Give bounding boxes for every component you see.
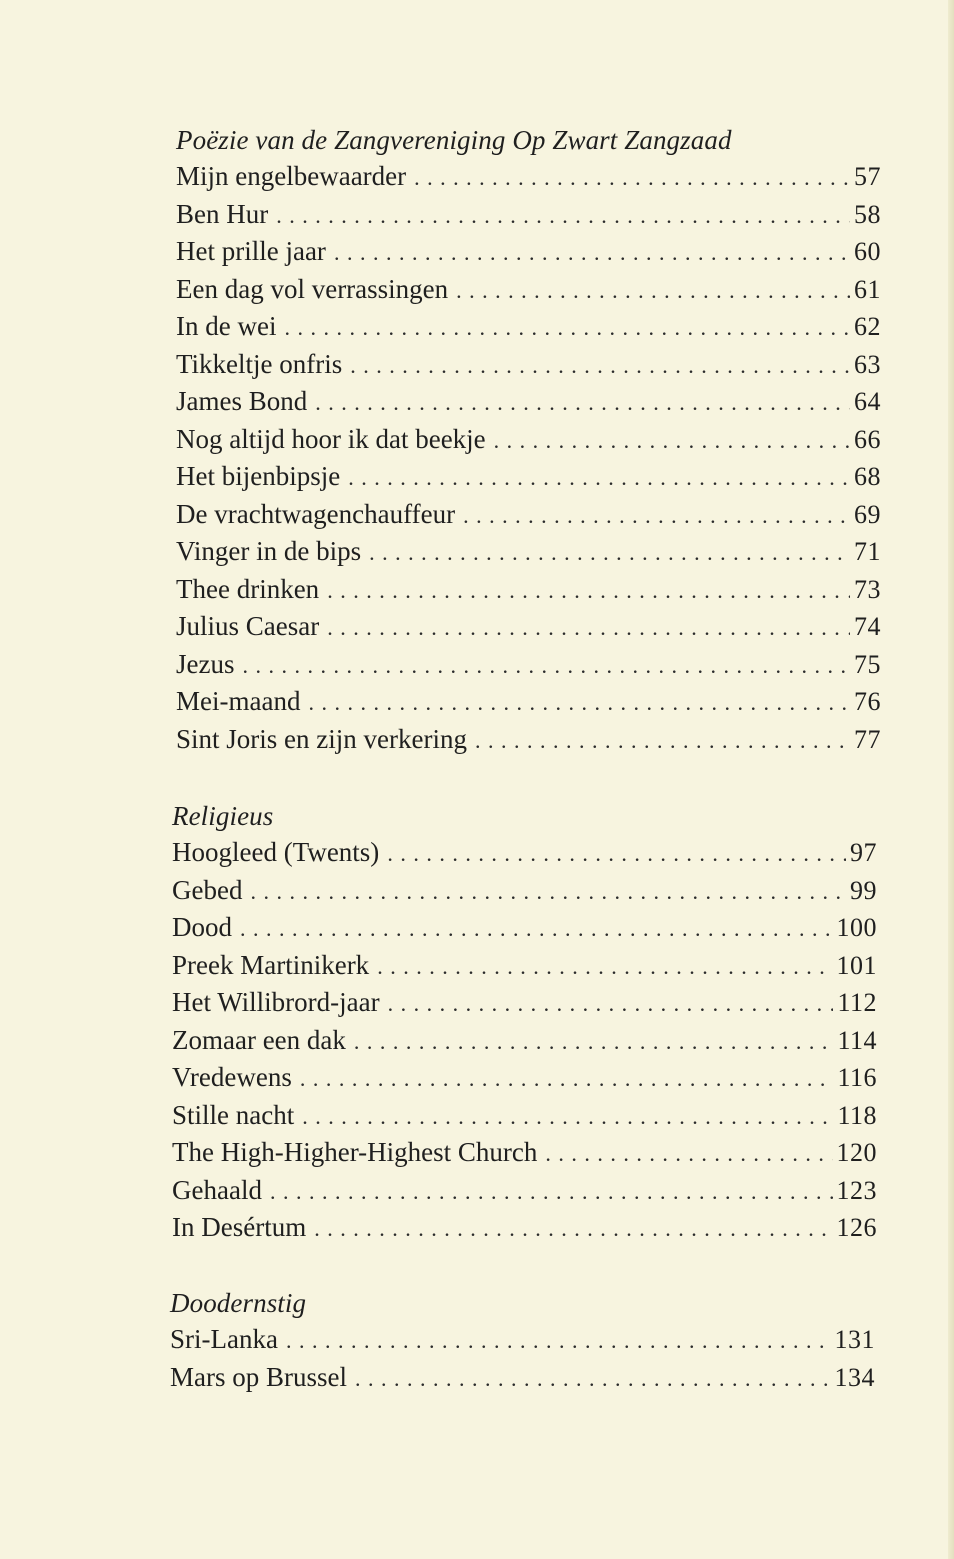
entry-page: 64 [854, 387, 881, 416]
entry-title: Julius Caesar [176, 611, 320, 641]
dot-leader [315, 384, 850, 422]
dot-leader [414, 159, 850, 197]
dot-leader [387, 835, 846, 873]
entry-title: Thee drinken [176, 573, 320, 604]
entry-page: 57 [854, 162, 881, 191]
toc-entry [170, 1321, 875, 1359]
entry-page: 68 [854, 462, 881, 491]
entry-title: Vinger in de bips [176, 536, 362, 566]
entry-page: 114 [837, 1025, 877, 1055]
toc-entry [172, 984, 877, 1022]
toc-entry [176, 533, 881, 571]
dot-leader [327, 609, 850, 647]
toc-entry [176, 271, 881, 309]
entry-page: 75 [854, 649, 881, 679]
dot-leader [308, 684, 850, 722]
entry-title: In de wei [176, 311, 277, 341]
entry-page: 63 [854, 349, 881, 379]
dot-leader [377, 948, 832, 986]
entry-title: Mars op Brussel [170, 1361, 347, 1392]
entry-page: 60 [854, 237, 881, 266]
dot-leader [369, 534, 850, 572]
dot-leader [240, 910, 833, 948]
entry-page: 120 [836, 1138, 877, 1167]
dot-leader [327, 572, 850, 610]
entry-page: 123 [836, 1175, 877, 1205]
entry-page: 116 [837, 1063, 877, 1092]
toc-list [176, 158, 881, 758]
section-heading: Poëzie van de Zangvereniging Op Zwart Zangzaad [176, 125, 732, 155]
entry-page: 112 [837, 988, 877, 1017]
entry-page: 100 [836, 913, 877, 942]
entry-page: 73 [854, 574, 881, 604]
entry-title: De vrachtwagenchauffeur [176, 498, 456, 529]
entry-title: Mijn engelbewaarder [176, 161, 407, 191]
entry-title: Een dag vol verrassingen [176, 273, 449, 304]
entry-title: Het bijenbipsje [176, 461, 341, 491]
dot-leader [494, 422, 850, 460]
dot-leader [284, 309, 850, 347]
dot-leader [300, 1060, 834, 1098]
dot-leader [250, 873, 846, 911]
entry-title: Sint Joris en zijn verkering [176, 723, 467, 754]
entry-title: Preek Martinikerk [172, 949, 370, 980]
dot-leader [348, 459, 850, 497]
dot-leader [242, 647, 850, 685]
toc-entry [176, 196, 881, 234]
toc-entry [176, 496, 881, 534]
toc-entry [172, 1059, 877, 1097]
toc-entry [172, 947, 877, 985]
entry-title: Zomaar een dak [172, 1024, 346, 1055]
toc-entry [172, 909, 877, 947]
dot-leader [475, 722, 850, 760]
entry-title: Sri-Lanka [170, 1324, 278, 1354]
entry-title: Jezus [176, 648, 235, 679]
entry-page: 134 [834, 1362, 875, 1392]
toc-entry [176, 346, 881, 384]
dot-leader [354, 1023, 834, 1061]
entry-title: In Desértum [172, 1212, 307, 1242]
toc-section-religieus [172, 798, 877, 1247]
entry-title: Vredewens [172, 1062, 292, 1092]
toc-section-poezie [176, 122, 881, 758]
entry-page: 74 [854, 612, 881, 641]
entry-title: The High-Higher-Highest Church [172, 1137, 538, 1167]
entry-title: Hoogleed (Twents) [172, 837, 380, 867]
toc-entry [176, 721, 881, 759]
entry-page: 58 [854, 199, 881, 229]
dot-leader [388, 985, 834, 1023]
dot-leader [350, 347, 850, 385]
toc-entry [172, 872, 877, 910]
toc-entry [172, 1209, 877, 1247]
dot-leader [270, 1173, 833, 1211]
entry-title: James Bond [176, 386, 308, 416]
toc-entry [176, 421, 881, 459]
toc-entry [176, 308, 881, 346]
entry-page: 131 [834, 1325, 875, 1354]
entry-page: 71 [854, 537, 881, 566]
toc-entry [172, 834, 877, 872]
entry-title: Tikkeltje onfris [176, 348, 343, 379]
entry-title: Het prille jaar [176, 236, 326, 266]
dot-leader [276, 197, 850, 235]
entry-page: 126 [836, 1213, 877, 1242]
dot-leader [286, 1322, 831, 1360]
section-heading: Doodernstig [170, 1288, 307, 1318]
entry-title: Gehaald [172, 1174, 262, 1205]
toc-entry [176, 383, 881, 421]
toc-entry [176, 158, 881, 196]
toc-entry [176, 646, 881, 684]
entry-title: Nog altijd hoor ik dat beekje [176, 423, 486, 454]
toc-section-doodernstig [170, 1285, 875, 1396]
entry-page: 97 [850, 838, 877, 867]
toc-entry [172, 1134, 877, 1172]
section-heading: Religieus [172, 801, 274, 831]
dot-leader [355, 1360, 831, 1398]
dot-leader [314, 1210, 832, 1248]
toc-entry [176, 683, 881, 721]
entry-title: Mei-maand [176, 686, 301, 716]
toc-entry [176, 458, 881, 496]
toc-entry [176, 608, 881, 646]
entry-page: 62 [854, 312, 881, 341]
toc-entry [176, 571, 881, 609]
entry-title: Het Willibrord-jaar [172, 987, 380, 1017]
entry-title: Gebed [172, 874, 243, 905]
dot-leader [463, 497, 850, 535]
entry-page: 99 [850, 875, 877, 905]
toc-list [170, 1321, 875, 1396]
entry-page: 61 [854, 274, 881, 304]
toc-list [172, 834, 877, 1247]
entry-page: 77 [854, 724, 881, 754]
page-edge [948, 0, 954, 1559]
entry-page: 69 [854, 499, 881, 529]
dot-leader [545, 1135, 832, 1173]
entry-title: Dood [172, 912, 232, 942]
entry-page: 66 [854, 424, 881, 454]
toc-entry [170, 1359, 875, 1397]
dot-leader [302, 1098, 833, 1136]
toc-entry [172, 1022, 877, 1060]
entry-title: Ben Hur [176, 198, 269, 229]
entry-page: 118 [837, 1100, 877, 1130]
toc-entry [176, 233, 881, 271]
dot-leader [334, 234, 850, 272]
toc-entry [172, 1097, 877, 1135]
dot-leader [456, 272, 850, 310]
entry-page: 76 [854, 687, 881, 716]
entry-title: Stille nacht [172, 1099, 295, 1130]
entry-page: 101 [836, 950, 877, 980]
toc-entry [172, 1172, 877, 1210]
